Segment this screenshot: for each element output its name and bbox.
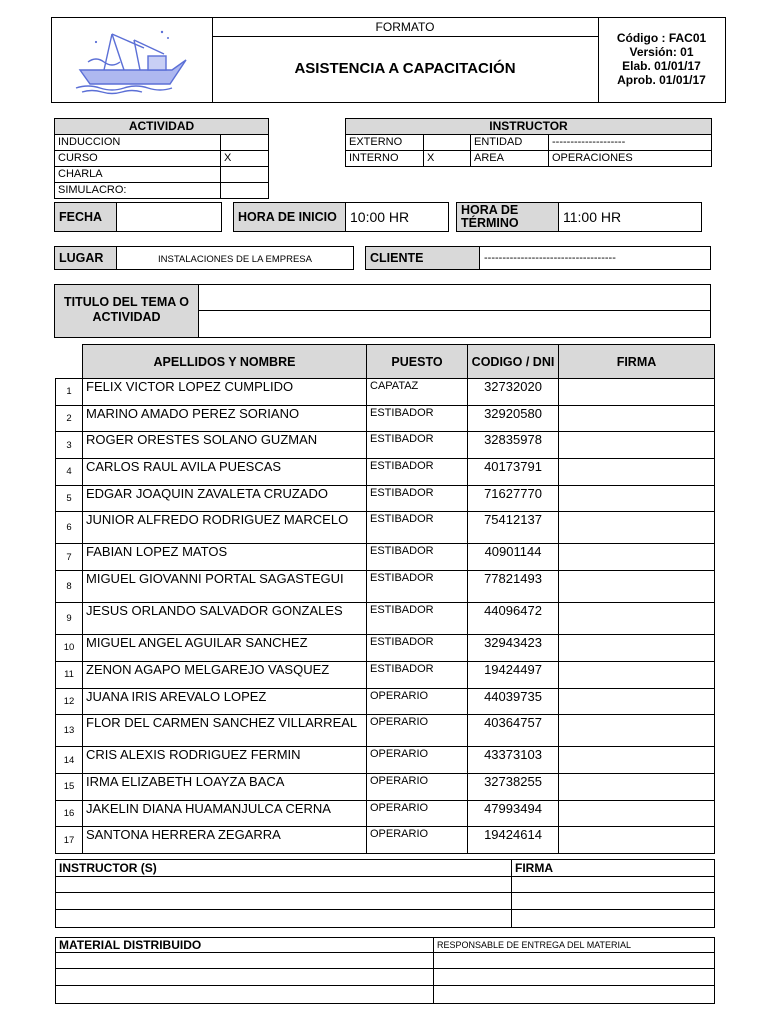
row-firma[interactable] [559, 800, 715, 827]
cliente-field [365, 246, 711, 270]
fecha-value[interactable] [121, 203, 219, 231]
responsable-row[interactable] [434, 986, 715, 1004]
row-number: 7 [56, 544, 83, 571]
row-puesto[interactable]: ESTIBADOR [367, 603, 468, 635]
header-title-block [212, 18, 599, 102]
row-firma[interactable] [559, 405, 715, 432]
row-firma[interactable] [559, 485, 715, 512]
row-dni[interactable]: 47993494 [468, 800, 559, 827]
codigo-text: Código : FAC01 [616, 31, 707, 45]
row-name[interactable]: SANTONA HERRERA ZEGARRA [83, 827, 367, 854]
row-firma[interactable] [559, 571, 715, 603]
table-row [56, 635, 715, 662]
fecha-label: FECHA [55, 203, 117, 231]
table-row [56, 661, 715, 688]
externo-label: EXTERNO [346, 135, 424, 151]
tema-line-1[interactable] [199, 285, 710, 311]
row-name[interactable]: JAKELIN DIANA HUAMANJULCA CERNA [83, 800, 367, 827]
actividad-mark[interactable] [221, 167, 269, 183]
row-firma[interactable] [559, 715, 715, 747]
row-number: 12 [56, 688, 83, 715]
row-puesto[interactable]: ESTIBADOR [367, 459, 468, 486]
instructor-row-name[interactable] [56, 877, 512, 893]
row-dni[interactable]: 40173791 [468, 459, 559, 486]
document-code-block [598, 18, 725, 102]
material-row[interactable] [56, 969, 434, 986]
row-puesto[interactable]: OPERARIO [367, 827, 468, 854]
table-row [56, 379, 715, 406]
row-name[interactable]: JUANA IRIS AREVALO LOPEZ [83, 688, 367, 715]
row-name[interactable]: MARINO AMADO PEREZ SORIANO [83, 405, 367, 432]
row-dni[interactable]: 19424614 [468, 827, 559, 854]
actividad-label: SIMULACRO: [55, 183, 221, 199]
row-dni[interactable]: 19424497 [468, 661, 559, 688]
hora-inicio-field [233, 202, 449, 232]
actividad-mark[interactable] [221, 135, 269, 151]
table-row [56, 432, 715, 459]
table-row [56, 688, 715, 715]
material-table [55, 937, 715, 1004]
row-name[interactable]: MIGUEL ANGEL AGUILAR SANCHEZ [83, 635, 367, 662]
row-puesto[interactable]: OPERARIO [367, 747, 468, 774]
instructor-title: INSTRUCTOR [346, 119, 712, 135]
entidad-value[interactable]: -------------------- [549, 135, 712, 151]
row-puesto[interactable]: ESTIBADOR [367, 485, 468, 512]
row-firma[interactable] [559, 661, 715, 688]
col-puesto: PUESTO [367, 345, 468, 379]
row-number: 17 [56, 827, 83, 854]
responsable-row[interactable] [434, 969, 715, 986]
hora-inicio-label: HORA DE INICIO [234, 203, 346, 231]
table-row [56, 827, 715, 854]
attendance-header-row [56, 345, 715, 379]
row-name[interactable]: FABIAN LOPEZ MATOS [83, 544, 367, 571]
table-row [56, 800, 715, 827]
actividad-label: INDUCCION [55, 135, 221, 151]
hora-inicio-value[interactable]: 10:00 HR [350, 209, 410, 225]
row-number: 10 [56, 635, 83, 662]
row-puesto[interactable]: OPERARIO [367, 800, 468, 827]
instructores-label: INSTRUCTOR (S) [56, 860, 512, 877]
table-row [56, 773, 715, 800]
row-dni[interactable]: 40364757 [468, 715, 559, 747]
version-text: Versión: 01 [629, 45, 694, 59]
row-firma[interactable] [559, 459, 715, 486]
actividad-table [54, 118, 269, 199]
list-item [55, 167, 269, 183]
lugar-label: LUGAR [55, 247, 117, 269]
area-value[interactable]: OPERACIONES [549, 151, 712, 167]
list-item [55, 135, 269, 151]
row-number: 1 [56, 379, 83, 406]
lugar-value[interactable]: INSTALACIONES DE LA EMPRESA [158, 254, 312, 265]
row-name[interactable]: JESUS ORLANDO SALVADOR GONZALES [83, 603, 367, 635]
row-firma[interactable] [559, 635, 715, 662]
row-firma[interactable] [559, 432, 715, 459]
row-dni[interactable]: 71627770 [468, 485, 559, 512]
row-name[interactable]: FELIX VICTOR LOPEZ CUMPLIDO [83, 379, 367, 406]
logo-area [52, 18, 213, 102]
row-puesto[interactable]: OPERARIO [367, 773, 468, 800]
responsable-label: RESPONSABLE DE ENTREGA DEL MATERIAL [434, 938, 715, 953]
row-number: 6 [56, 512, 83, 544]
row-dni[interactable]: 32920580 [468, 405, 559, 432]
table-row [56, 747, 715, 774]
aprob-text: Aprob. 01/01/17 [617, 73, 706, 87]
col-dni: CODIGO / DNI [468, 345, 559, 379]
list-item [55, 183, 269, 199]
row-firma[interactable] [559, 773, 715, 800]
row-puesto[interactable]: ESTIBADOR [367, 635, 468, 662]
actividad-title: ACTIVIDAD [55, 119, 269, 135]
tema-field [54, 284, 711, 338]
instructor-row-name[interactable] [56, 910, 512, 928]
ship-logo-icon [52, 18, 212, 102]
lugar-field [54, 246, 354, 270]
actividad-label: CHARLA [55, 167, 221, 183]
actividad-mark[interactable] [221, 183, 269, 199]
row-puesto[interactable]: ESTIBADOR [367, 544, 468, 571]
table-row [56, 485, 715, 512]
row-dni[interactable]: 75412137 [468, 512, 559, 544]
cliente-value[interactable]: ------------------------------------ [484, 252, 616, 264]
row-name[interactable]: JUNIOR ALFREDO RODRIGUEZ MARCELO [83, 512, 367, 544]
hora-termino-label: HORA DE TÉRMINO [457, 203, 559, 231]
fecha-field [54, 202, 222, 232]
row-number: 3 [56, 432, 83, 459]
row-number: 14 [56, 747, 83, 774]
actividad-label: CURSO [55, 151, 221, 167]
instructores-firma-label: FIRMA [512, 860, 715, 877]
actividad-mark[interactable]: X [221, 151, 269, 167]
material-row[interactable] [56, 986, 434, 1004]
row-puesto[interactable]: CAPATAZ [367, 379, 468, 406]
row-number: 16 [56, 800, 83, 827]
material-label: MATERIAL DISTRIBUIDO [56, 938, 434, 953]
row-name[interactable]: CARLOS RAUL AVILA PUESCAS [83, 459, 367, 486]
col-firma: FIRMA [559, 345, 715, 379]
row-name[interactable]: ZENON AGAPO MELGAREJO VASQUEZ [83, 661, 367, 688]
tema-label: TITULO DEL TEMA O ACTIVIDAD [55, 285, 199, 337]
row-puesto[interactable]: ESTIBADOR [367, 405, 468, 432]
instructores-table [55, 859, 715, 928]
table-row [56, 715, 715, 747]
table-row [56, 544, 715, 571]
area-label: AREA [471, 151, 549, 167]
row-firma[interactable] [559, 379, 715, 406]
instructor-row-name[interactable] [56, 893, 512, 910]
row-dni[interactable]: 44039735 [468, 688, 559, 715]
row-number: 8 [56, 571, 83, 603]
list-item [55, 151, 269, 167]
row-dni[interactable]: 32732020 [468, 379, 559, 406]
row-number: 2 [56, 405, 83, 432]
entidad-label: ENTIDAD [471, 135, 549, 151]
row-dni[interactable]: 44096472 [468, 603, 559, 635]
row-number: 11 [56, 661, 83, 688]
row-puesto[interactable]: OPERARIO [367, 688, 468, 715]
instructor-type-table [345, 118, 712, 167]
table-row [56, 459, 715, 486]
row-name[interactable]: FLOR DEL CARMEN SANCHEZ VILLARREAL [83, 715, 367, 747]
row-firma[interactable] [559, 747, 715, 774]
row-number: 4 [56, 459, 83, 486]
tema-line-2[interactable] [199, 311, 710, 337]
formato-label: FORMATO [212, 18, 598, 37]
table-row [56, 571, 715, 603]
externo-mark[interactable] [424, 135, 471, 151]
material-row[interactable] [56, 953, 434, 969]
row-firma[interactable] [559, 512, 715, 544]
row-name[interactable]: CRIS ALEXIS RODRIGUEZ FERMIN [83, 747, 367, 774]
row-name[interactable]: MIGUEL GIOVANNI PORTAL SAGASTEGUI [83, 571, 367, 603]
row-name[interactable]: EDGAR JOAQUIN ZAVALETA CRUZADO [83, 485, 367, 512]
row-firma[interactable] [559, 827, 715, 854]
instructor-row-firma[interactable] [512, 910, 715, 928]
row-dni[interactable]: 32738255 [468, 773, 559, 800]
table-row [56, 512, 715, 544]
row-dni[interactable]: 32835978 [468, 432, 559, 459]
elab-text: Elab. 01/01/17 [622, 59, 701, 73]
form-header [51, 17, 726, 103]
row-puesto[interactable]: ESTIBADOR [367, 432, 468, 459]
row-dni[interactable]: 43373103 [468, 747, 559, 774]
row-number: 13 [56, 715, 83, 747]
row-number: 9 [56, 603, 83, 635]
row-puesto[interactable]: ESTIBADOR [367, 512, 468, 544]
interno-label: INTERNO [346, 151, 424, 167]
table-row [56, 405, 715, 432]
hora-termino-value[interactable]: 11:00 HR [563, 209, 622, 225]
row-dni[interactable]: 77821493 [468, 571, 559, 603]
instructor-row-firma[interactable] [512, 877, 715, 893]
cliente-label: CLIENTE [366, 247, 480, 269]
page-title: ASISTENCIA A CAPACITACIÓN [294, 60, 516, 77]
row-puesto[interactable]: ESTIBADOR [367, 571, 468, 603]
row-dni[interactable]: 32943423 [468, 635, 559, 662]
row-firma[interactable] [559, 603, 715, 635]
responsable-row[interactable] [434, 953, 715, 969]
row-dni[interactable]: 40901144 [468, 544, 559, 571]
row-number: 15 [56, 773, 83, 800]
attendance-table [55, 344, 715, 854]
interno-mark[interactable]: X [424, 151, 471, 167]
hora-termino-field [456, 202, 702, 232]
row-name[interactable]: IRMA ELIZABETH LOAYZA BACA [83, 773, 367, 800]
col-nombre: APELLIDOS Y NOMBRE [83, 345, 367, 379]
row-puesto[interactable]: OPERARIO [367, 715, 468, 747]
row-firma[interactable] [559, 688, 715, 715]
row-name[interactable]: ROGER ORESTES SOLANO GUZMAN [83, 432, 367, 459]
row-firma[interactable] [559, 544, 715, 571]
table-row [56, 603, 715, 635]
instructor-row-firma[interactable] [512, 893, 715, 910]
row-puesto[interactable]: ESTIBADOR [367, 661, 468, 688]
row-number: 5 [56, 485, 83, 512]
